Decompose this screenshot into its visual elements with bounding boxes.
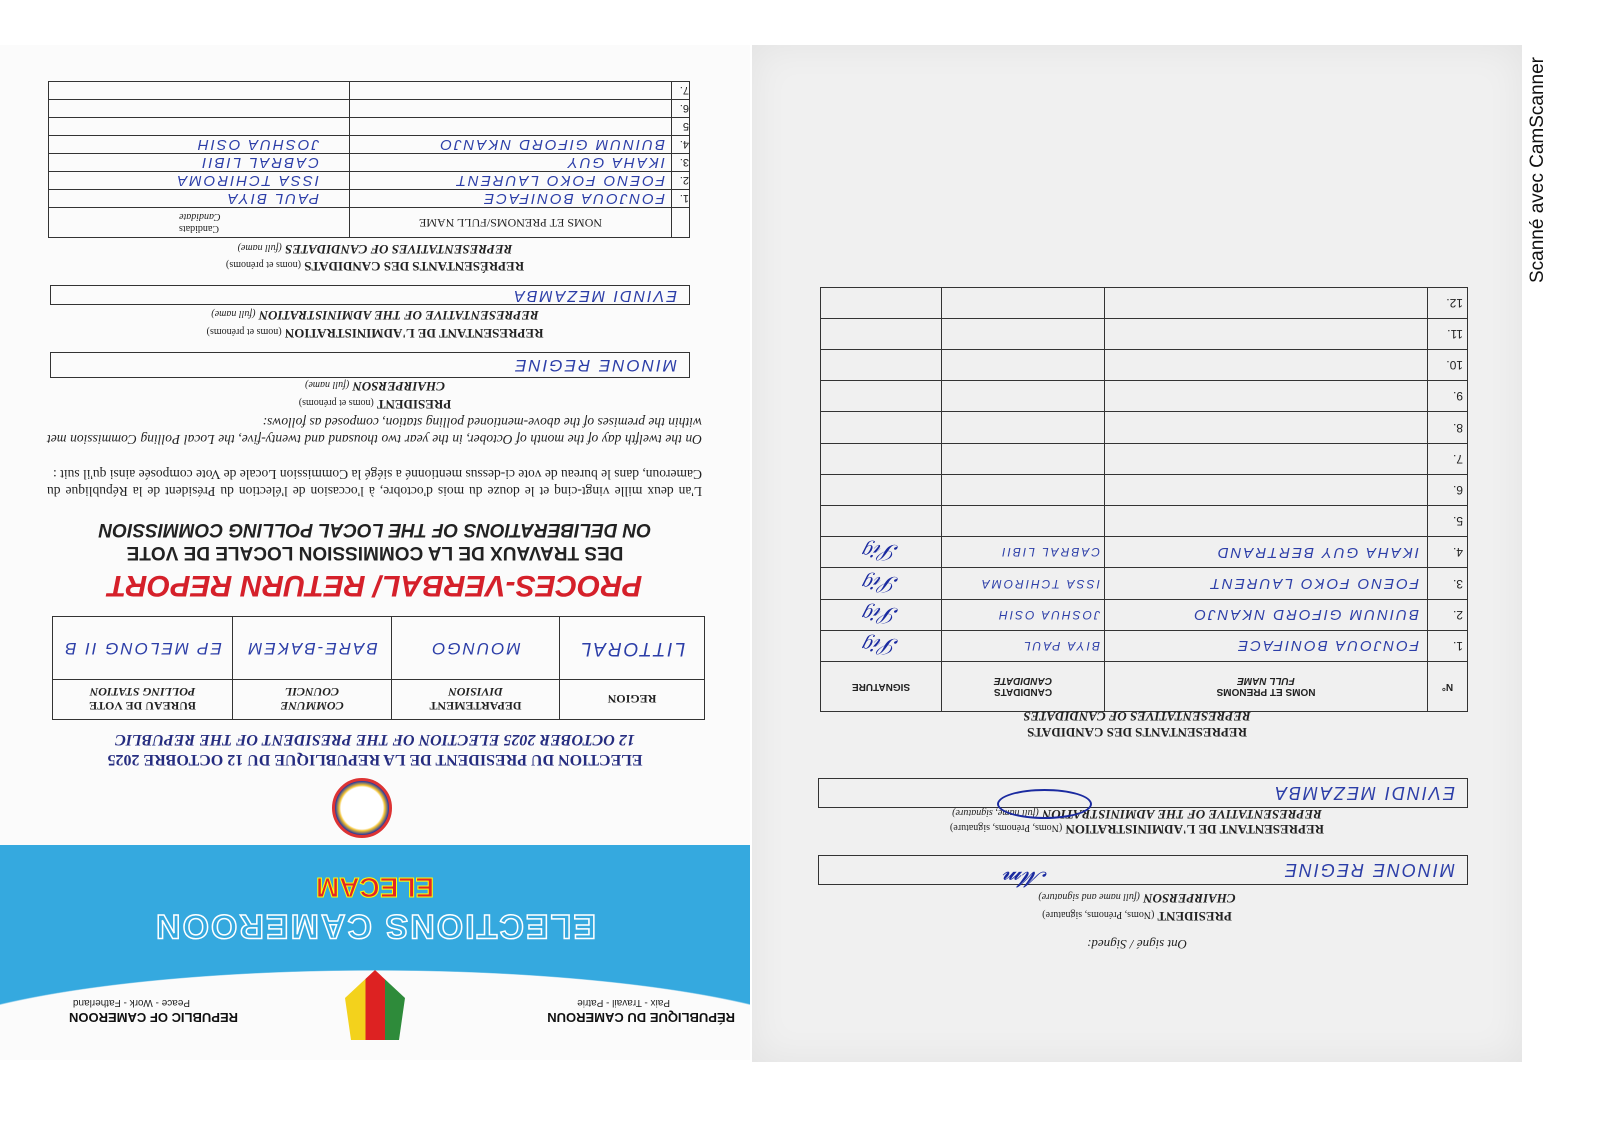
signature-cell[interactable] bbox=[821, 474, 942, 505]
rep-candidate[interactable] bbox=[942, 350, 1105, 381]
row-number: 3. bbox=[672, 154, 690, 172]
president-hint: (noms et prénoms) bbox=[298, 397, 374, 408]
table-row bbox=[49, 82, 690, 100]
rep-candidate[interactable] bbox=[942, 506, 1105, 537]
rep-candidate[interactable] bbox=[942, 381, 1105, 412]
signature-cell[interactable] bbox=[821, 537, 942, 568]
rep-name[interactable] bbox=[1105, 381, 1428, 412]
row-number: 7. bbox=[1428, 443, 1468, 474]
table-row bbox=[821, 474, 1468, 505]
signature-icon: 𝒮𝒾𝑔 bbox=[863, 633, 899, 659]
row-number: 11. bbox=[1428, 318, 1468, 349]
watermark-text: Scanné avec CamScanner bbox=[1527, 56, 1548, 284]
r-chair-hint: (full name and signature) bbox=[1038, 891, 1140, 902]
signature-icon: 𝒮𝒾𝑔 bbox=[863, 540, 899, 566]
org-name: ELECTIONS CAMEROON bbox=[153, 907, 597, 945]
r-president-field[interactable] bbox=[818, 855, 1468, 892]
region-value: LITTORAL bbox=[560, 617, 705, 680]
rep-candidate[interactable] bbox=[49, 118, 350, 136]
signature-cell[interactable] bbox=[821, 568, 942, 599]
polling-station-value: EP MELONG II B bbox=[53, 617, 233, 680]
r-president-hint: (Noms, Prénoms, signature) bbox=[1042, 909, 1155, 920]
table-row bbox=[821, 537, 1468, 568]
signature-icon: 𝒮𝒾𝑔 bbox=[863, 571, 899, 597]
rep-candidate[interactable] bbox=[942, 474, 1105, 505]
table-row bbox=[49, 172, 690, 190]
president-field[interactable] bbox=[50, 352, 690, 378]
admin-hint-en: (full name) bbox=[211, 308, 256, 319]
admin-signature-icon bbox=[997, 789, 1092, 819]
signature-cell[interactable] bbox=[821, 381, 942, 412]
reps-hint: (noms et prénoms) bbox=[225, 259, 301, 270]
row-number: 7. bbox=[672, 82, 690, 100]
signature-cell[interactable] bbox=[821, 630, 942, 661]
row-number: 9. bbox=[1428, 381, 1468, 412]
signature-cell[interactable] bbox=[821, 443, 942, 474]
rep-name[interactable]: BUINUM GIFORD NKANJO bbox=[1105, 599, 1428, 630]
row-number: 4. bbox=[672, 136, 690, 154]
r-header-name-fr: NOMS ET PRENOMS bbox=[1216, 686, 1316, 698]
rep-name[interactable] bbox=[1105, 350, 1428, 381]
signed-label: Ont signé / Signed: bbox=[1087, 937, 1188, 952]
rep-name[interactable] bbox=[1105, 318, 1428, 349]
report-subtitle-fr: DES TRAVAUX DE LA COMMISSION LOCALE DE VOTE bbox=[126, 542, 624, 563]
rep-name[interactable]: FOENO FOKO LAURENT bbox=[1105, 568, 1428, 599]
header-council: COUNCIL bbox=[285, 685, 340, 700]
reps-name-header: NOMS ET PRENOMS/FULL NAME bbox=[350, 208, 672, 238]
row-number: 8. bbox=[1428, 412, 1468, 443]
row-number: 12. bbox=[1428, 287, 1468, 318]
reps-table-left bbox=[48, 81, 690, 238]
table-row bbox=[821, 318, 1468, 349]
admin-hint: (noms et prénoms) bbox=[206, 326, 282, 337]
rep-name[interactable]: FONJOUA BONIFACE bbox=[1105, 630, 1428, 661]
rep-candidate[interactable]: PAUL BIYA bbox=[49, 190, 350, 208]
rep-name[interactable] bbox=[1105, 506, 1428, 537]
reps-label: REPRÉSENTANTS DES CANDIDATS bbox=[304, 259, 525, 274]
rep-candidate[interactable]: BIYA PAUL bbox=[942, 630, 1105, 661]
row-number: 6. bbox=[672, 100, 690, 118]
table-row bbox=[821, 381, 1468, 412]
election-logo-icon bbox=[332, 778, 392, 838]
motto-en: Peace - Work - Fatherland bbox=[72, 997, 190, 1008]
rep-candidate[interactable]: ISSA TCHIROMA bbox=[942, 568, 1105, 599]
commune-value: BARE-BAKEM bbox=[233, 617, 392, 680]
row-number: 4. bbox=[1428, 537, 1468, 568]
r-admin-value: EVINDI MEZAMBA bbox=[1272, 783, 1455, 803]
rep-candidate[interactable]: JOSHUA OSIH bbox=[49, 136, 350, 154]
republic-fr: RÉPUBLIQUE DU CAMEROUN bbox=[547, 1010, 735, 1025]
signature-cell[interactable] bbox=[821, 287, 942, 318]
table-row bbox=[49, 118, 690, 136]
rep-name[interactable]: IKAHA GUY BERTRAND bbox=[1105, 537, 1428, 568]
location-table bbox=[52, 616, 705, 720]
signature-cell[interactable] bbox=[821, 506, 942, 537]
chair-hint: (full name) bbox=[305, 379, 350, 390]
table-row bbox=[821, 599, 1468, 630]
left-page-form bbox=[0, 45, 750, 1060]
header-commune: COMMUNE bbox=[280, 699, 344, 714]
department-value: MOUNGO bbox=[392, 617, 560, 680]
republic-en: REPUBLIC OF CAMEROON bbox=[69, 1010, 238, 1025]
rep-name[interactable] bbox=[1105, 443, 1428, 474]
rep-name[interactable] bbox=[350, 100, 672, 118]
row-number: 1. bbox=[672, 190, 690, 208]
signature-cell[interactable] bbox=[821, 599, 942, 630]
r-admin-label: REPRESENTANT DE L'ADMINISTRATION bbox=[1065, 822, 1325, 837]
table-row bbox=[49, 154, 690, 172]
org-acronym: ELECAM bbox=[315, 872, 435, 903]
row-number: 2. bbox=[672, 172, 690, 190]
admin-value: EVINDI MEZAMBA bbox=[512, 287, 677, 304]
row-number: 10. bbox=[1428, 350, 1468, 381]
row-number: 3. bbox=[1428, 568, 1468, 599]
rep-candidate[interactable] bbox=[942, 318, 1105, 349]
r-header-n: N° bbox=[1428, 662, 1468, 712]
header-polling-station-en: POLLING STATION bbox=[89, 685, 196, 700]
table-row bbox=[821, 630, 1468, 661]
row-number: 6. bbox=[1428, 474, 1468, 505]
rep-candidate[interactable]: ISSA TCHIROMA bbox=[49, 172, 350, 190]
table-row bbox=[821, 287, 1468, 318]
header-polling-station-fr: BUREAU DE VOTE bbox=[89, 699, 196, 714]
rep-candidate[interactable] bbox=[942, 443, 1105, 474]
r-chair-label: CHAIRPERSON bbox=[1143, 891, 1236, 906]
rep-candidate[interactable] bbox=[49, 100, 350, 118]
right-page-form bbox=[752, 45, 1522, 1062]
rep-name[interactable] bbox=[1105, 412, 1428, 443]
rep-name[interactable]: FONJOUA BONIFACE bbox=[350, 190, 672, 208]
rep-name[interactable] bbox=[350, 82, 672, 100]
rep-candidate[interactable] bbox=[49, 82, 350, 100]
election-title-fr: ELECTION DU PRESIDENT DE LA REPUBLIQUE DU 12 OCTOBRE 2025 bbox=[107, 751, 643, 768]
table-row bbox=[821, 568, 1468, 599]
table-row bbox=[821, 412, 1468, 443]
report-subtitle-en: ON DELIBERATIONS OF THE LOCAL POLLING COMMISSION bbox=[98, 519, 652, 540]
signature-cell[interactable] bbox=[821, 412, 942, 443]
table-row bbox=[49, 136, 690, 154]
table-row bbox=[821, 350, 1468, 381]
admin-label-en: REPRESENTATIVE OF THE ADMINISTRATION bbox=[258, 308, 539, 323]
president-label: PRESIDENT bbox=[377, 397, 452, 412]
reps-cand-header-fr: Candidats bbox=[179, 223, 219, 235]
rep-candidate[interactable] bbox=[942, 287, 1105, 318]
header-region: REGION bbox=[607, 692, 657, 707]
row-number: 5. bbox=[1428, 506, 1468, 537]
rep-candidate[interactable] bbox=[942, 412, 1105, 443]
admin-label: REPRESENTANT DE L'ADMINISTRATION bbox=[284, 326, 544, 341]
row-number: 5 bbox=[672, 118, 690, 136]
table-row bbox=[821, 506, 1468, 537]
admin-field[interactable] bbox=[50, 285, 690, 305]
r-header-cand-fr: CANDIDATS bbox=[993, 686, 1053, 698]
r-admin-hint: (Noms, Prénoms, signature) bbox=[949, 822, 1063, 833]
r-president-value: MINONE REGINE bbox=[1282, 860, 1455, 880]
rep-name[interactable]: FOENO FOKO LAURENT bbox=[350, 172, 672, 190]
r-header-cand-en: CANDIDATE bbox=[993, 675, 1053, 687]
rep-candidate[interactable]: JOSHUA OSIH bbox=[942, 599, 1105, 630]
chair-label: CHAIRPERSON bbox=[352, 379, 445, 394]
motto-fr: Paix - Travail - Patrie bbox=[577, 997, 670, 1008]
reps-hint-en: (full name) bbox=[237, 242, 282, 253]
rep-name[interactable]: BUINUM GIFORD NKANJO bbox=[350, 136, 672, 154]
election-title-en: 12 OCTOBER 2025 ELECTION OF THE PRESIDENT OF THE REPUBLIC bbox=[115, 731, 635, 748]
r-header-signature: SIGNATURE bbox=[821, 662, 942, 712]
president-value: MINONE REGINE bbox=[513, 356, 677, 375]
r-admin-label-en: REPRESENTATIVE OF THE ADMINISTRATION bbox=[1041, 807, 1322, 822]
rep-name[interactable] bbox=[1105, 474, 1428, 505]
signature-cell[interactable] bbox=[821, 318, 942, 349]
signature-cell[interactable] bbox=[821, 350, 942, 381]
r-admin-hint-en: (full name, signature) bbox=[952, 807, 1039, 818]
intro-paragraph-fr: L'an deux mille vingt-cinq et le douze du mois d'octobre, à l'occasion de l'élection du Président de la République du Cameroun, dans le bureau de vote ci-dessus mentionné a siégé la Commission Locale de Vote composée ainsi qu'il suit : bbox=[47, 467, 702, 499]
rep-candidate[interactable]: CABRAL LIBII bbox=[942, 537, 1105, 568]
r-admin-field[interactable] bbox=[818, 778, 1468, 808]
camscanner-watermark bbox=[1528, 30, 1548, 310]
table-row bbox=[49, 100, 690, 118]
rep-name[interactable] bbox=[1105, 287, 1428, 318]
r-reps-label-en: REPRESENTATIVES OF CANDIDATES bbox=[1023, 709, 1251, 724]
reps-table-right bbox=[820, 287, 1468, 712]
reps-label-en: REPRESENTATIVES OF CANDIDATES bbox=[285, 242, 513, 257]
signature-icon: 𝒮𝒾𝑔 bbox=[863, 602, 899, 628]
row-number: 1. bbox=[1428, 630, 1468, 661]
reps-cand-header-en: Candidate bbox=[179, 211, 221, 223]
rep-candidate[interactable]: CABRAL LIBII bbox=[49, 154, 350, 172]
r-reps-label: REPRESENTANTS DES CANDIDATS bbox=[1027, 725, 1247, 740]
rep-name[interactable]: IKAHA GUY bbox=[350, 154, 672, 172]
table-row bbox=[49, 190, 690, 208]
president-signature-icon: 𝓜𝓶 bbox=[1002, 867, 1047, 892]
intro-paragraph-en: On the twelfth day of the month of October, in the year two thousand and twenty-five, the Local Polling Commission met within the premises of the above-mentioned polling station, composed as follows: bbox=[47, 415, 702, 447]
header-department: DEPARTEMENT bbox=[429, 699, 522, 714]
header-division: DIVISION bbox=[448, 685, 503, 700]
row-number: 2. bbox=[1428, 599, 1468, 630]
table-row bbox=[821, 443, 1468, 474]
rep-name[interactable] bbox=[350, 118, 672, 136]
r-header-name-en: FULL NAME bbox=[1237, 675, 1295, 687]
report-title: PROCES-VERBAL/ RETURN REPORT bbox=[107, 569, 643, 602]
r-president-label: PRESIDENT bbox=[1157, 909, 1232, 924]
